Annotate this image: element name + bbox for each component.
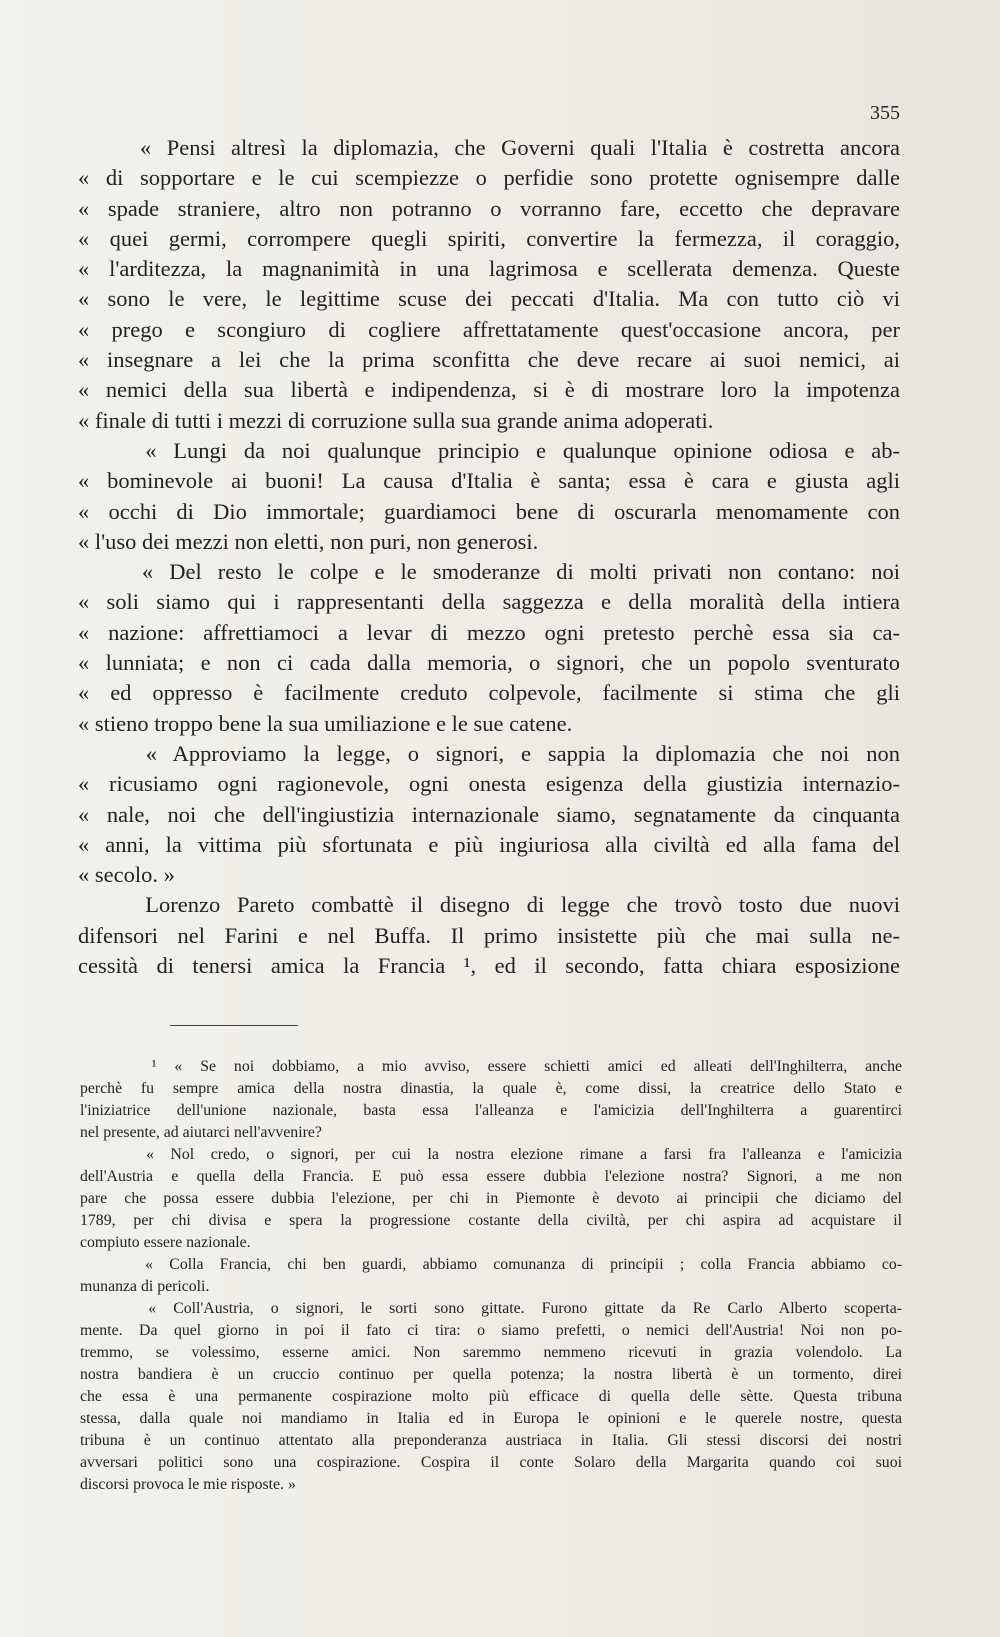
text-line: « occhi di Dio immortale; guardiamoci bene di oscurarla menomamente con [78, 498, 900, 524]
footnote-line: « Coll'Austria, o signori, le sorti sono gittate. Furono gittate da Re Carlo Alberto scoperta- [80, 1300, 902, 1317]
footnote-line: discorsi provoca le mie risposte. » [80, 1476, 296, 1493]
footnote-line: 1789, per chi divisa e spera la progressione costante della civiltà, per chi aspira ad acquistare il [80, 1212, 902, 1229]
footnote-line: pare che possa essere dubbia l'elezione, per chi in Piemonte è devoto ai principii che diciamo del [80, 1190, 902, 1207]
footnote-line: nostra bandiera è un cruccio continuo per quella potenza; la nostra libertà è un tormento, direi [80, 1366, 902, 1383]
text-line: « ricusiamo ogni ragionevole, ogni onesta esigenza della giustizia internazio- [78, 771, 900, 797]
text-line: « finale di tutti i mezzi di corruzione sulla sua grande anima adoperati. [78, 407, 714, 433]
text-line: « l'uso dei mezzi non eletti, non puri, non generosi. [78, 528, 539, 554]
footnote-line: l'iniziatrice dell'unione nazionale, basta essa l'alleanza e l'amicizia dell'Inghilterra a guarentirci [80, 1102, 902, 1119]
text-line: « prego e scongiuro di cogliere affrettatamente quest'occasione ancora, per [78, 316, 900, 342]
footnote-line: perchè fu sempre amica della nostra dinastia, la quale è, come dissi, la creatrice dello Stato e [80, 1080, 902, 1097]
footnote-line: munanza di pericoli. [80, 1278, 210, 1295]
footnote-line: ¹ « Se noi dobbiamo, a mio avviso, essere schietti amici ed alleati dell'Inghilterra, anche [80, 1058, 902, 1075]
footnote-line: « Colla Francia, chi ben guardi, abbiamo comunanza di principii ; colla Francia abbiamo co- [80, 1256, 902, 1273]
text-line: « sono le vere, le legittime scuse dei peccati d'Italia. Ma con tutto ciò vi [78, 286, 900, 312]
footnote-line: tremmo, se volessimo, esserne amici. Non saremmo nemmeno ricevuti in grazia volendolo. La [80, 1344, 902, 1361]
text-line: « lunniata; e non ci cada dalla memoria, o signori, che un popolo sventurato [78, 650, 900, 676]
footnote-line: compiuto essere nazionale. [80, 1234, 251, 1251]
footnote-line: che essa è una permanente cospirazione molto più efficace di quella delle sètte. Questa tribuna [80, 1388, 902, 1405]
footnote-line: mente. Da quel giorno in poi il fato ci tira: o siamo prefetti, o nemici dell'Austria! Noi non po- [80, 1322, 902, 1339]
text-line: « Pensi altresì la diplomazia, che Governi quali l'Italia è costretta ancora [78, 135, 900, 160]
text-line: « anni, la vittima più sfortunata e più ingiuriosa alla civiltà ed alla fama del [78, 831, 900, 857]
text-line: « Approviamo la legge, o signori, e sappia la diplomazia che noi non [78, 740, 900, 766]
page-number: 355 [870, 102, 900, 124]
text-line: « nazione: affrettiamoci a levar di mezzo ogni pretesto perchè essa sia ca- [78, 619, 900, 645]
text-line: « bominevole ai buoni! La causa d'Italia è santa; essa è cara e giusta agli [78, 468, 900, 494]
text-line: « di sopportare e le cui scempiezze o perfidie sono protette ognisempre dalle [78, 165, 900, 191]
footnotes [80, 1056, 902, 1496]
text-line: « Lungi da noi qualunque principio e qualunque opinione odiosa e ab- [78, 437, 900, 463]
footnote-line: « Nol credo, o signori, per cui la nostra elezione rimane a farsi fra l'alleanza e l'amicizia [80, 1146, 902, 1163]
text-line: « l'arditezza, la magnanimità in una lagrimosa e scellerata demenza. Queste [78, 256, 900, 282]
body-text [78, 133, 900, 981]
footnote-line: avversari politici sono una cospirazione. Cospira il conte Solaro della Margarita quando coi suoi [80, 1454, 902, 1471]
text-line: « ed oppresso è facilmente creduto colpevole, facilmente si stima che gli [78, 680, 900, 706]
text-line: cessità di tenersi amica la Francia ¹, ed il secondo, fatta chiara esposizione [78, 953, 900, 979]
footnote-rule [170, 1025, 298, 1026]
text-line: « stieno troppo bene la sua umiliazione e le sue catene. [78, 710, 573, 736]
text-line: « insegnare a lei che la prima sconfitta che deve recare ai suoi nemici, ai [78, 347, 900, 373]
text-line: « Del resto le colpe e le smoderanze di molti privati non contano: noi [78, 559, 900, 585]
footnote-line: nel presente, ad aiutarci nell'avvenire? [80, 1124, 322, 1141]
footnote-line: stessa, dalla quale noi mandiamo in Italia ed in Europa le opinioni e le querele nostre, questa [80, 1410, 902, 1427]
text-line: Lorenzo Pareto combattè il disegno di legge che trovò tosto due nuovi [78, 892, 900, 918]
text-line: « nale, noi che dell'ingiustizia internazionale siamo, segnatamente da cinquanta [78, 801, 900, 827]
text-line: « quei germi, corrompere quegli spiriti, convertire la fermezza, il coraggio, [78, 225, 900, 251]
text-line: « soli siamo qui i rappresentanti della saggezza e della moralità della intiera [78, 589, 900, 615]
text-line: « secolo. » [78, 862, 175, 888]
text-line: difensori nel Farini e nel Buffa. Il primo insistette più che mai sulla ne- [78, 922, 900, 948]
text-line: « spade straniere, altro non potranno o vorranno fare, eccetto che depravare [78, 195, 900, 221]
footnote-line: dell'Austria e quella della Francia. E può essa essere dubbia l'elezione nostra? Signori, a me non [80, 1168, 902, 1185]
footnote-line: tribuna è un continuo attentato alla preponderanza austriaca in Italia. Gli stessi discorsi dei nostri [80, 1432, 902, 1449]
text-line: « nemici della sua libertà e indipendenza, si è di mostrare loro la impotenza [78, 377, 900, 403]
